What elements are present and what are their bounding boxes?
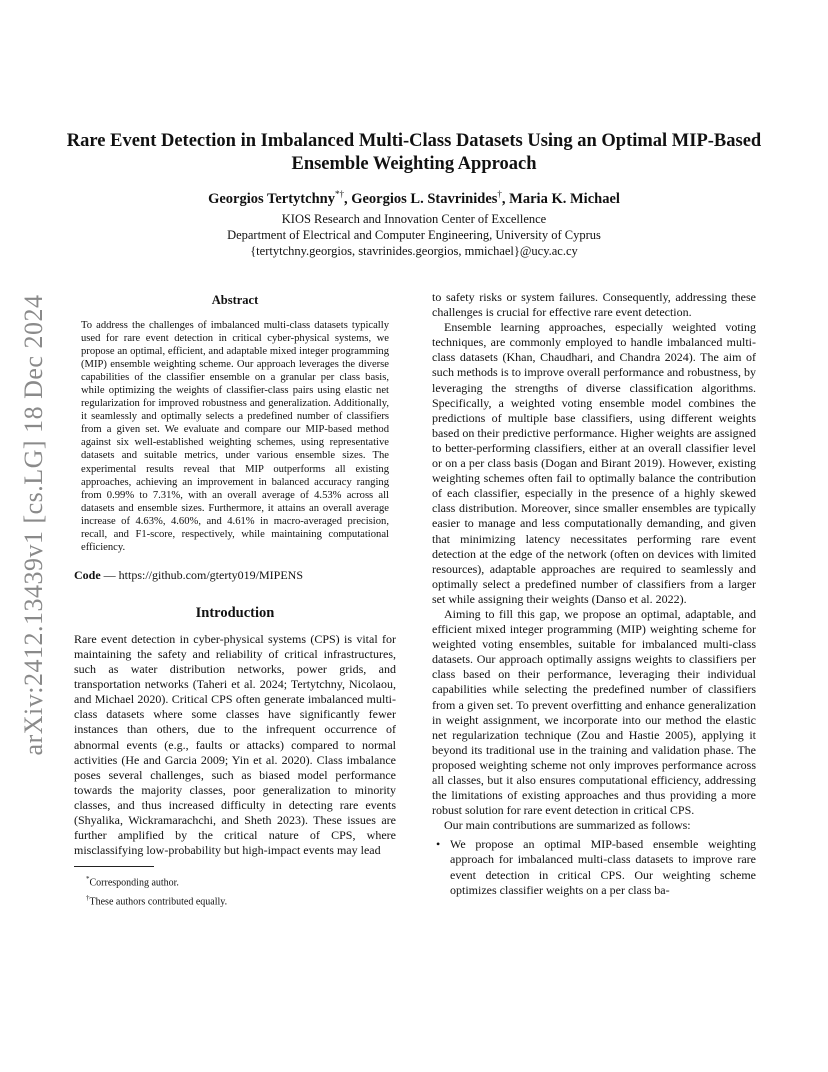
code-link-line xyxy=(74,568,396,583)
author-separator: , xyxy=(343,190,352,207)
author-name: Georgios L. Stavrinides xyxy=(351,190,498,207)
body-paragraph: Aiming to fill this gap, we propose an optimal, adaptable, and efficient mixed integer programming (MIP) weighting scheme for weighted voting ensembles, suitable for imbalanced multi-class datasets. Our approach optimally assigns weights to classifiers per class based on their performance, leveraging their individual capabilities while selecting the predefined number of classifiers from a given set. To prevent overfitting and enhance generalization in weight assignment, we incorporate into our method the elastic net regularization technique (Zou and Hastie 2005), applying it beyond its traditional use in the training and validation phase. The proposed weighting scheme not only improves performance across all classes, but it also ensures computational efficiency, addressing the limitations of existing approaches and thus providing a more robust solution for rare event detection in critical CPS. xyxy=(432,606,756,818)
body-paragraph: Ensemble learning approaches, especially weighted voting techniques, are commonly employed to handle imbalanced multi-class datasets (Khan, Chaudhari, and Chandra 2024). The aim of such methods is to improve overall performance and robustness, by leveraging the strengths of diverse classification algorithms. Specifically, a weighted voting ensemble model combines the predictions of multiple base classifiers, using different weights based on their predictive performance. Higher weights are assigned to better-performing classifiers, either at an overall classifier level or on a per class basis (Dogan and Birant 2019). However, existing weighting schemes often fail to optimally balance the contribution of each classifier, especially in the presence of a highly skewed class distribution. Moreover, since smaller ensembles are typically easier to manage and less computationally demanding, and given that minimizing latency necessitates performing rare event detection at the edge of the network (often on devices with limited resources), adaptable approaches are required to seamlessly and optimally select a predefined number of classifiers from a larger set while assigning their weights (Danso et al. 2022). xyxy=(432,320,756,606)
body-paragraph: Our main contributions are summarized as follows: xyxy=(444,818,691,833)
section-heading-introduction: Introduction xyxy=(195,604,275,621)
affiliation-block xyxy=(60,211,768,259)
list-item-text: We propose an optimal MIP-based ensemble weighting approach for imbalanced multi-class datasets to improve rare event detection in critical CPS. Our weighting scheme optimizes classifier weights on a per class ba- xyxy=(450,837,756,897)
arxiv-stamp xyxy=(14,285,54,765)
contribution-list xyxy=(432,837,756,897)
author-name: Georgios Tertytchny xyxy=(208,190,335,207)
right-column xyxy=(432,290,756,898)
arxiv-identifier: arXiv:2412.13439v1 [cs.LG] 18 Dec 2024 xyxy=(19,294,48,756)
author-name: Maria K. Michael xyxy=(509,190,620,207)
footnote-text: Corresponding author. xyxy=(89,877,179,889)
footnote xyxy=(74,872,396,890)
author-mark: † xyxy=(497,189,502,199)
footnote-divider xyxy=(74,866,154,867)
affiliation-line: KIOS Research and Innovation Center of Excellence xyxy=(281,212,547,226)
code-url[interactable]: — https://github.com/gterty019/MIPENS xyxy=(100,567,304,582)
footnote-text: These authors contributed equally. xyxy=(89,895,228,907)
footnote-mark: † xyxy=(86,893,90,902)
author-list xyxy=(60,189,768,208)
list-item xyxy=(432,837,756,897)
abstract-text: To address the challenges of imbalanced multi-class datasets typically used for rare event detection in critical cyber-physical systems, we propose an optimal, efficient, and adaptable mixed integer programming (MIP) ensemble weighting scheme. Our approach leverages the diverse capabilities of the classifier ensemble on a granular per class basis, while optimizing the weights of classifier-class pairs using elastic net regularization for improved robustness and generalization. Additionally, it seamlessly and optimally selects a predefined number of classifiers from a given set. We evaluate and compare our MIP-based method against six well-established weighting schemes, using representative datasets and suitable metrics, under various ensemble sizes. The experimental results reveal that MIP outperforms all existing approaches, achieving an improvement in balanced accuracy ranging from 0.99% to 7.31%, with an overall average of 4.53% across all datasets and ensemble sizes. Furthermore, it attains an overall average increase of 4.63%, 4.60%, and 4.61% in macro-averaged precision, recall, and F1-score, respectively, while maintaining computational efficiency. xyxy=(81,320,389,553)
author-mark: *† xyxy=(334,189,344,199)
paper-title: Rare Event Detection in Imbalanced Multi-Class Datasets Using an Optimal MIP-Based Ensemble Weighting Approach xyxy=(66,131,762,174)
author-separator: , xyxy=(501,190,510,207)
intro-paragraph: Rare event detection in cyber-physical systems (CPS) is vital for maintaining the safety and reliability of critical infrastructures, such as water distribution networks, power grids, and transportation networks (Taheri et al. 2024; Tertytchny, Nicolaou, and Michael 2020). Critical CPS often generate imbalanced multi-class datasets where some classes have significantly fewer instances than others, due to the infrequent occurrence of abnormal events (e.g., faults or attacks) compared to normal activities (He and Garcia 2009; Yin et al. 2020). Class imbalance poses several challenges, such as biased model performance towards the majority classes, poor generalization to minority classes, and thus increased difficulty in detecting rare events (Shyalika, Wickramarachchi, and Sheth 2023). These issues are further amplified by the critical nature of CPS, where misclassifying low-probability but high-impact events may lead xyxy=(74,631,396,858)
bullet-icon: • xyxy=(436,837,441,852)
footnote-mark: * xyxy=(86,875,90,884)
affiliation-line: Department of Electrical and Computer Engineering, University of Cyprus xyxy=(227,228,601,242)
body-paragraph: to safety risks or system failures. Consequently, addressing these challenges is crucial for effective rare event detection. xyxy=(432,290,756,320)
abstract-heading: Abstract xyxy=(211,293,259,307)
left-column xyxy=(74,293,396,909)
author-emails: {tertytchny.georgios, stavrinides.georgios, mmichael}@ucy.ac.cy xyxy=(250,244,578,258)
code-label: Code xyxy=(74,567,101,582)
footnote xyxy=(74,891,396,909)
